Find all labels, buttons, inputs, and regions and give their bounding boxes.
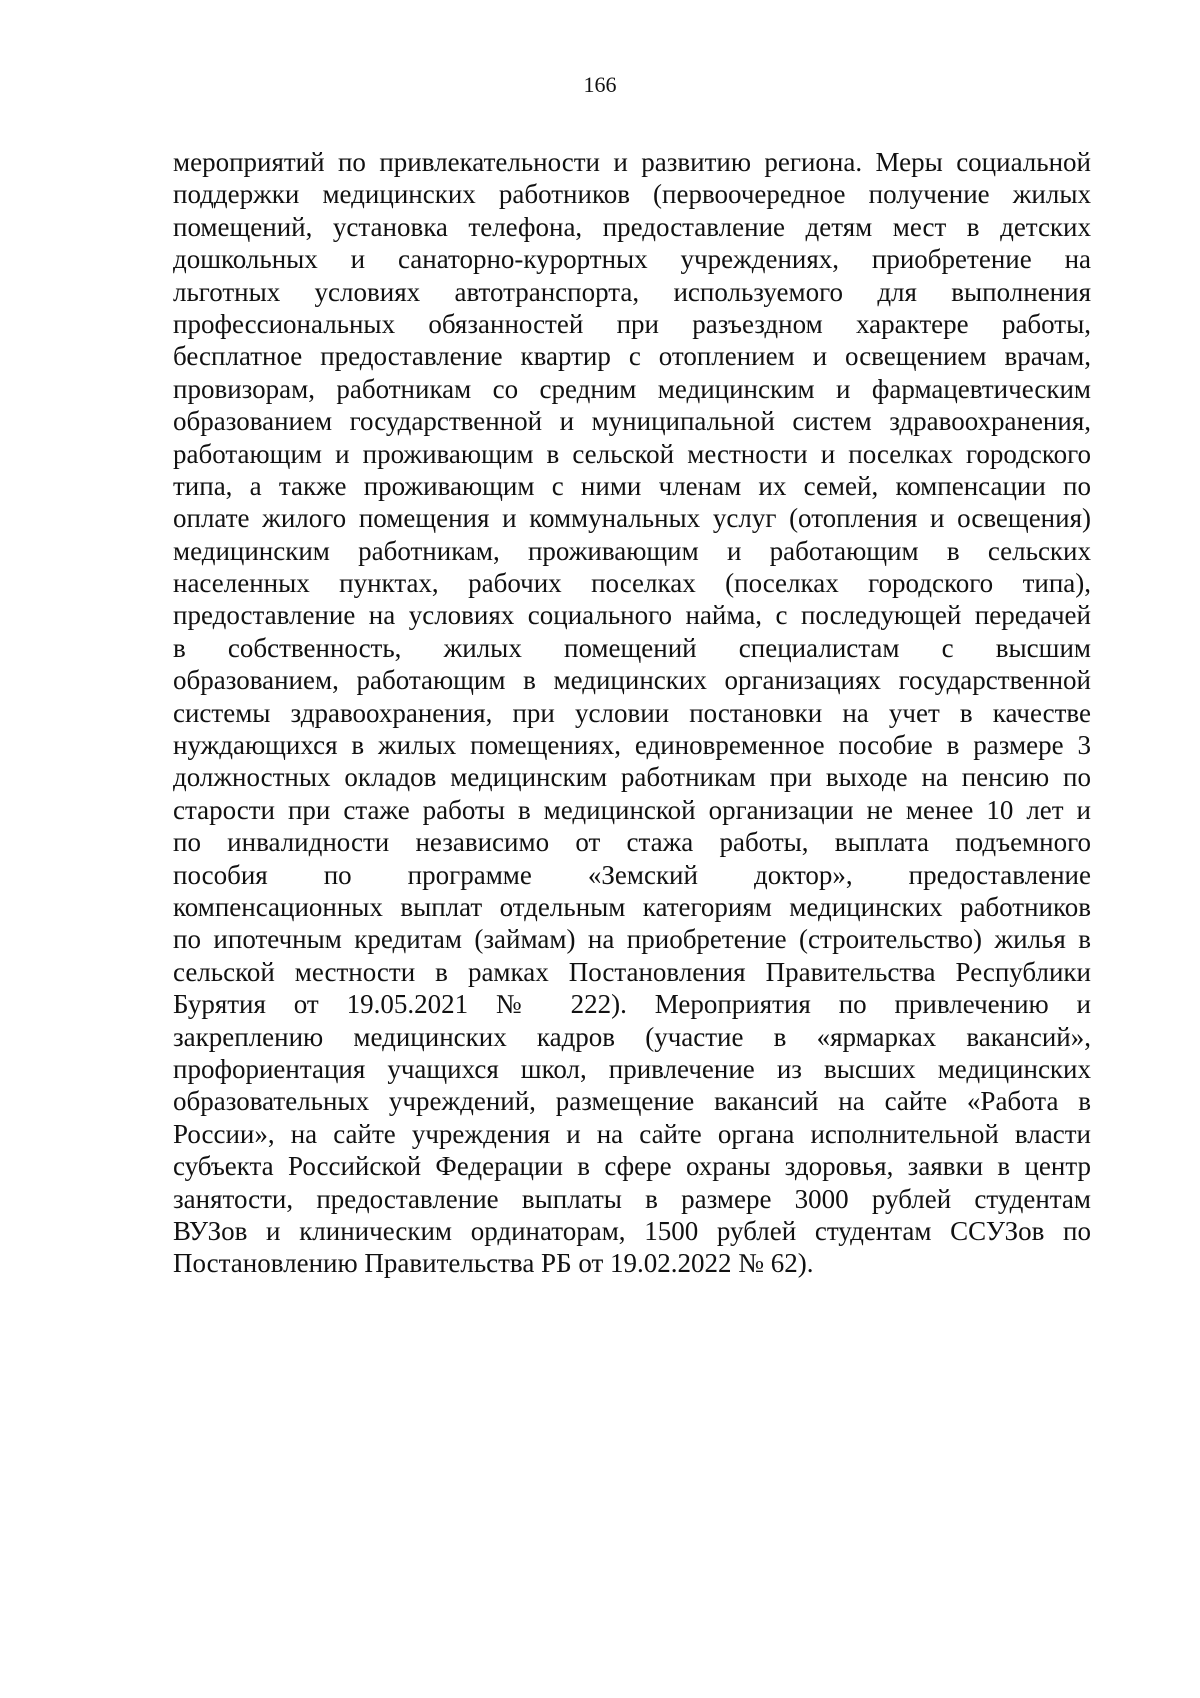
text-line: провизорам, работникам со средним медицинским и фармацевтическим — [173, 373, 1091, 404]
text-line: в собственность, жилых помещений специалистам с высшим — [173, 632, 1091, 663]
text-line: поддержки медицинских работников (первоочередное получение жилых — [173, 179, 1091, 210]
text-line: медицинским работникам, проживающим и работающим в сельских — [173, 535, 1091, 566]
text-line: старости при стаже работы в медицинской организации не менее 10 лет и — [173, 794, 1091, 825]
text-line: субъекта Российской Федерации в сфере охраны здоровья, заявки в центр — [173, 1151, 1091, 1182]
text-line: населенных пунктах, рабочих поселках (поселках городского типа), — [173, 568, 1091, 599]
text-line: профессиональных обязанностей при разъездном характере работы, — [173, 308, 1091, 339]
text-line: Постановлению Правительства РБ от 19.02.2022 № 62). — [173, 1248, 814, 1279]
text-line: закреплению медицинских кадров (участие в «ярмарках вакансий», — [173, 1021, 1091, 1052]
text-line: Бурятия от 19.05.2021 № 222). Мероприятия по привлечению и — [173, 989, 1091, 1020]
text-line: помещений, установка телефона, предоставление детям мест в детских — [173, 211, 1091, 242]
text-line: занятости, предоставление выплаты в размере 3000 рублей студентам — [173, 1183, 1091, 1214]
text-line: дошкольных и санаторно-курортных учреждениях, приобретение на — [173, 244, 1091, 275]
text-line: типа, а также проживающим с ними членам их семей, компенсации по — [173, 470, 1091, 501]
text-line: образовательных учреждений, размещение вакансий на сайте «Работа в — [173, 1086, 1091, 1117]
text-line: должностных окладов медицинским работникам при выходе на пенсию по — [173, 762, 1091, 793]
text-line: образованием, работающим в медицинских организациях государственной — [173, 665, 1091, 696]
text-line: оплате жилого помещения и коммунальных услуг (отопления и освещения) — [173, 503, 1091, 534]
text-line: нуждающихся в жилых помещениях, единовременное пособие в размере 3 — [173, 730, 1091, 761]
text-line: работающим и проживающим в сельской местности и поселках городского — [173, 438, 1091, 469]
text-line: по ипотечным кредитам (займам) на приобретение (строительство) жилья в — [173, 924, 1091, 955]
text-line: профориентация учащихся школ, привлечение из высших медицинских — [173, 1053, 1091, 1084]
text-line: сельской местности в рамках Постановления Правительства Республики — [173, 956, 1091, 987]
text-line: по инвалидности независимо от стажа работы, выплата подъемного — [173, 827, 1091, 858]
text-line: бесплатное предоставление квартир с отоплением и освещением врачам, — [173, 341, 1091, 372]
text-line: предоставление на условиях социального найма, с последующей передачей — [173, 600, 1091, 631]
page-number: 166 — [583, 72, 617, 97]
text-line: системы здравоохранения, при условии постановки на учет в качестве — [173, 697, 1091, 728]
text-line: мероприятий по привлекательности и развитию региона. Меры социальной — [173, 147, 1091, 177]
text-line: льготных условиях автотранспорта, используемого для выполнения — [173, 276, 1091, 307]
text-line: России», на сайте учреждения и на сайте органа исполнительной власти — [173, 1118, 1091, 1149]
body-paragraph — [173, 146, 1091, 1280]
text-line: компенсационных выплат отдельным категориям медицинских работников — [173, 891, 1091, 922]
text-line: ВУЗов и клиническим ординаторам, 1500 рублей студентам ССУЗов по — [173, 1215, 1091, 1246]
text-line: пособия по программе «Земский доктор», предоставление — [173, 859, 1091, 890]
text-line: образованием государственной и муниципальной систем здравоохранения, — [173, 406, 1091, 437]
